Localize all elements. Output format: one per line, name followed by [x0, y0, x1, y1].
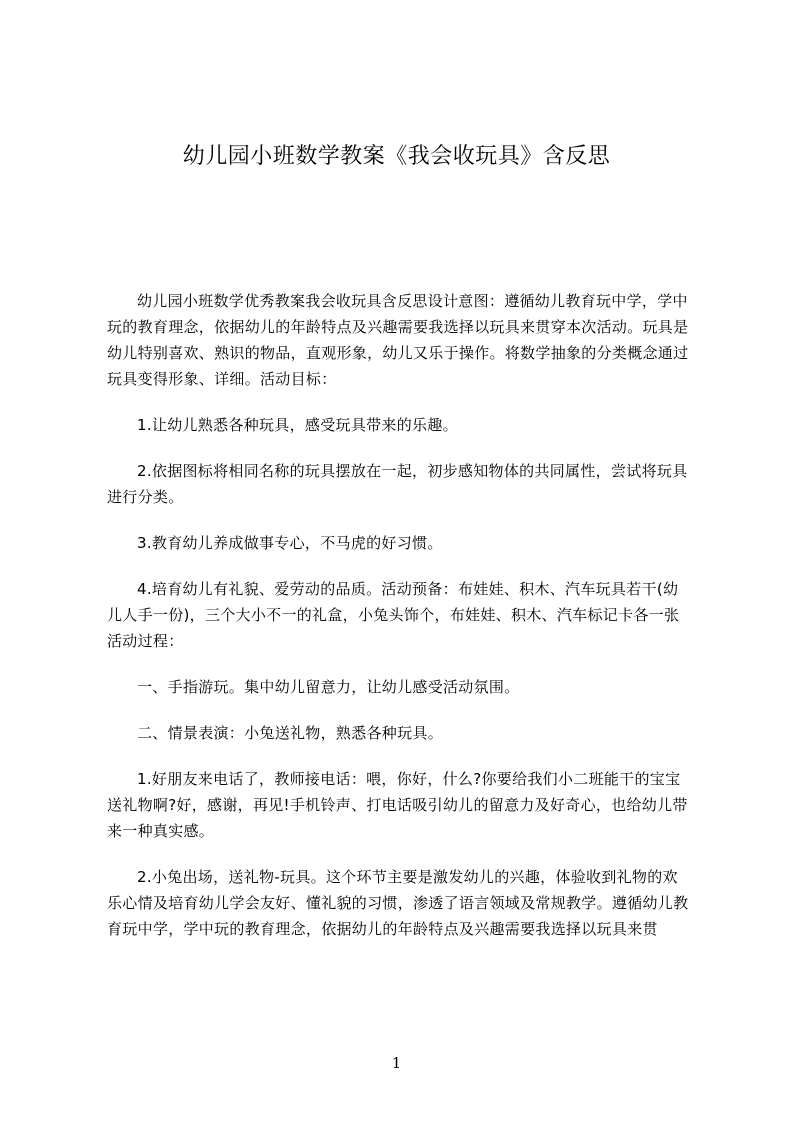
paragraph-step-2: 二、情景表演：小兔送礼物，熟悉各种玩具。 [137, 724, 444, 742]
document-body [107, 288, 689, 942]
paragraph-goal-2: 2.依据图标将相同名称的玩具摆放在一起，初步感知物体的共同属性，尝试将玩具进行分类。 [107, 462, 688, 506]
paragraph-goal-4: 4.培育幼儿有礼貌、爱劳动的品质。活动预备：布娃娃、积木、汽车玩具若干(幼儿人手一份)，三个大小不一的礼盒，小兔头饰个，布娃娃、积木、汽车标记卡各一张活动过程： [107, 580, 680, 650]
paragraph-step-1: 一、手指游玩。集中幼儿留意力，让幼儿感受活动氛围。 [137, 678, 520, 696]
paragraph-intro: 幼儿园小班数学优秀教案我会收玩具含反思设计意图：遵循幼儿教育玩中学，学中玩的教育理念，依据幼儿的年龄特点及兴趣需要我选择以玩具来贯穿本次活动。玩具是幼儿特别喜欢、熟识的物品，直观形象，幼儿又乐于操作。将数学抽象的分类概念通过玩具变得形象、详细。活动目标： [107, 292, 689, 388]
paragraph-substep-1: 1.好朋友来电话了，教师接电话：喂，你好，什么?你要给我们小二班能干的宝宝送礼物啊?好，感谢，再见!手机铃声、打电话吸引幼儿的留意力及好奇心，也给幼儿带来一种真实感。 [107, 770, 688, 840]
paragraph-goal-1: 1.让幼儿熟悉各种玩具，感受玩具带来的乐趣。 [137, 416, 458, 434]
document-title: 幼儿园小班数学教案《我会收玩具》含反思 [182, 144, 611, 169]
paragraph-goal-3: 3.教育幼儿养成做事专心，不马虎的好习惯。 [137, 534, 443, 552]
page-number: 1 [391, 1054, 402, 1072]
paragraph-substep-2: 2.小兔出场，送礼物-玩具。这个环节主要是激发幼儿的兴趣，体验收到礼物的欢乐心情及培育幼儿学会友好、懂礼貌的习惯，渗透了语言领域及常规教学。遵循幼儿教育玩中学，学中玩的教育理念，依据幼儿的年龄特点及兴趣需要我选择以玩具来贯 [107, 868, 689, 938]
